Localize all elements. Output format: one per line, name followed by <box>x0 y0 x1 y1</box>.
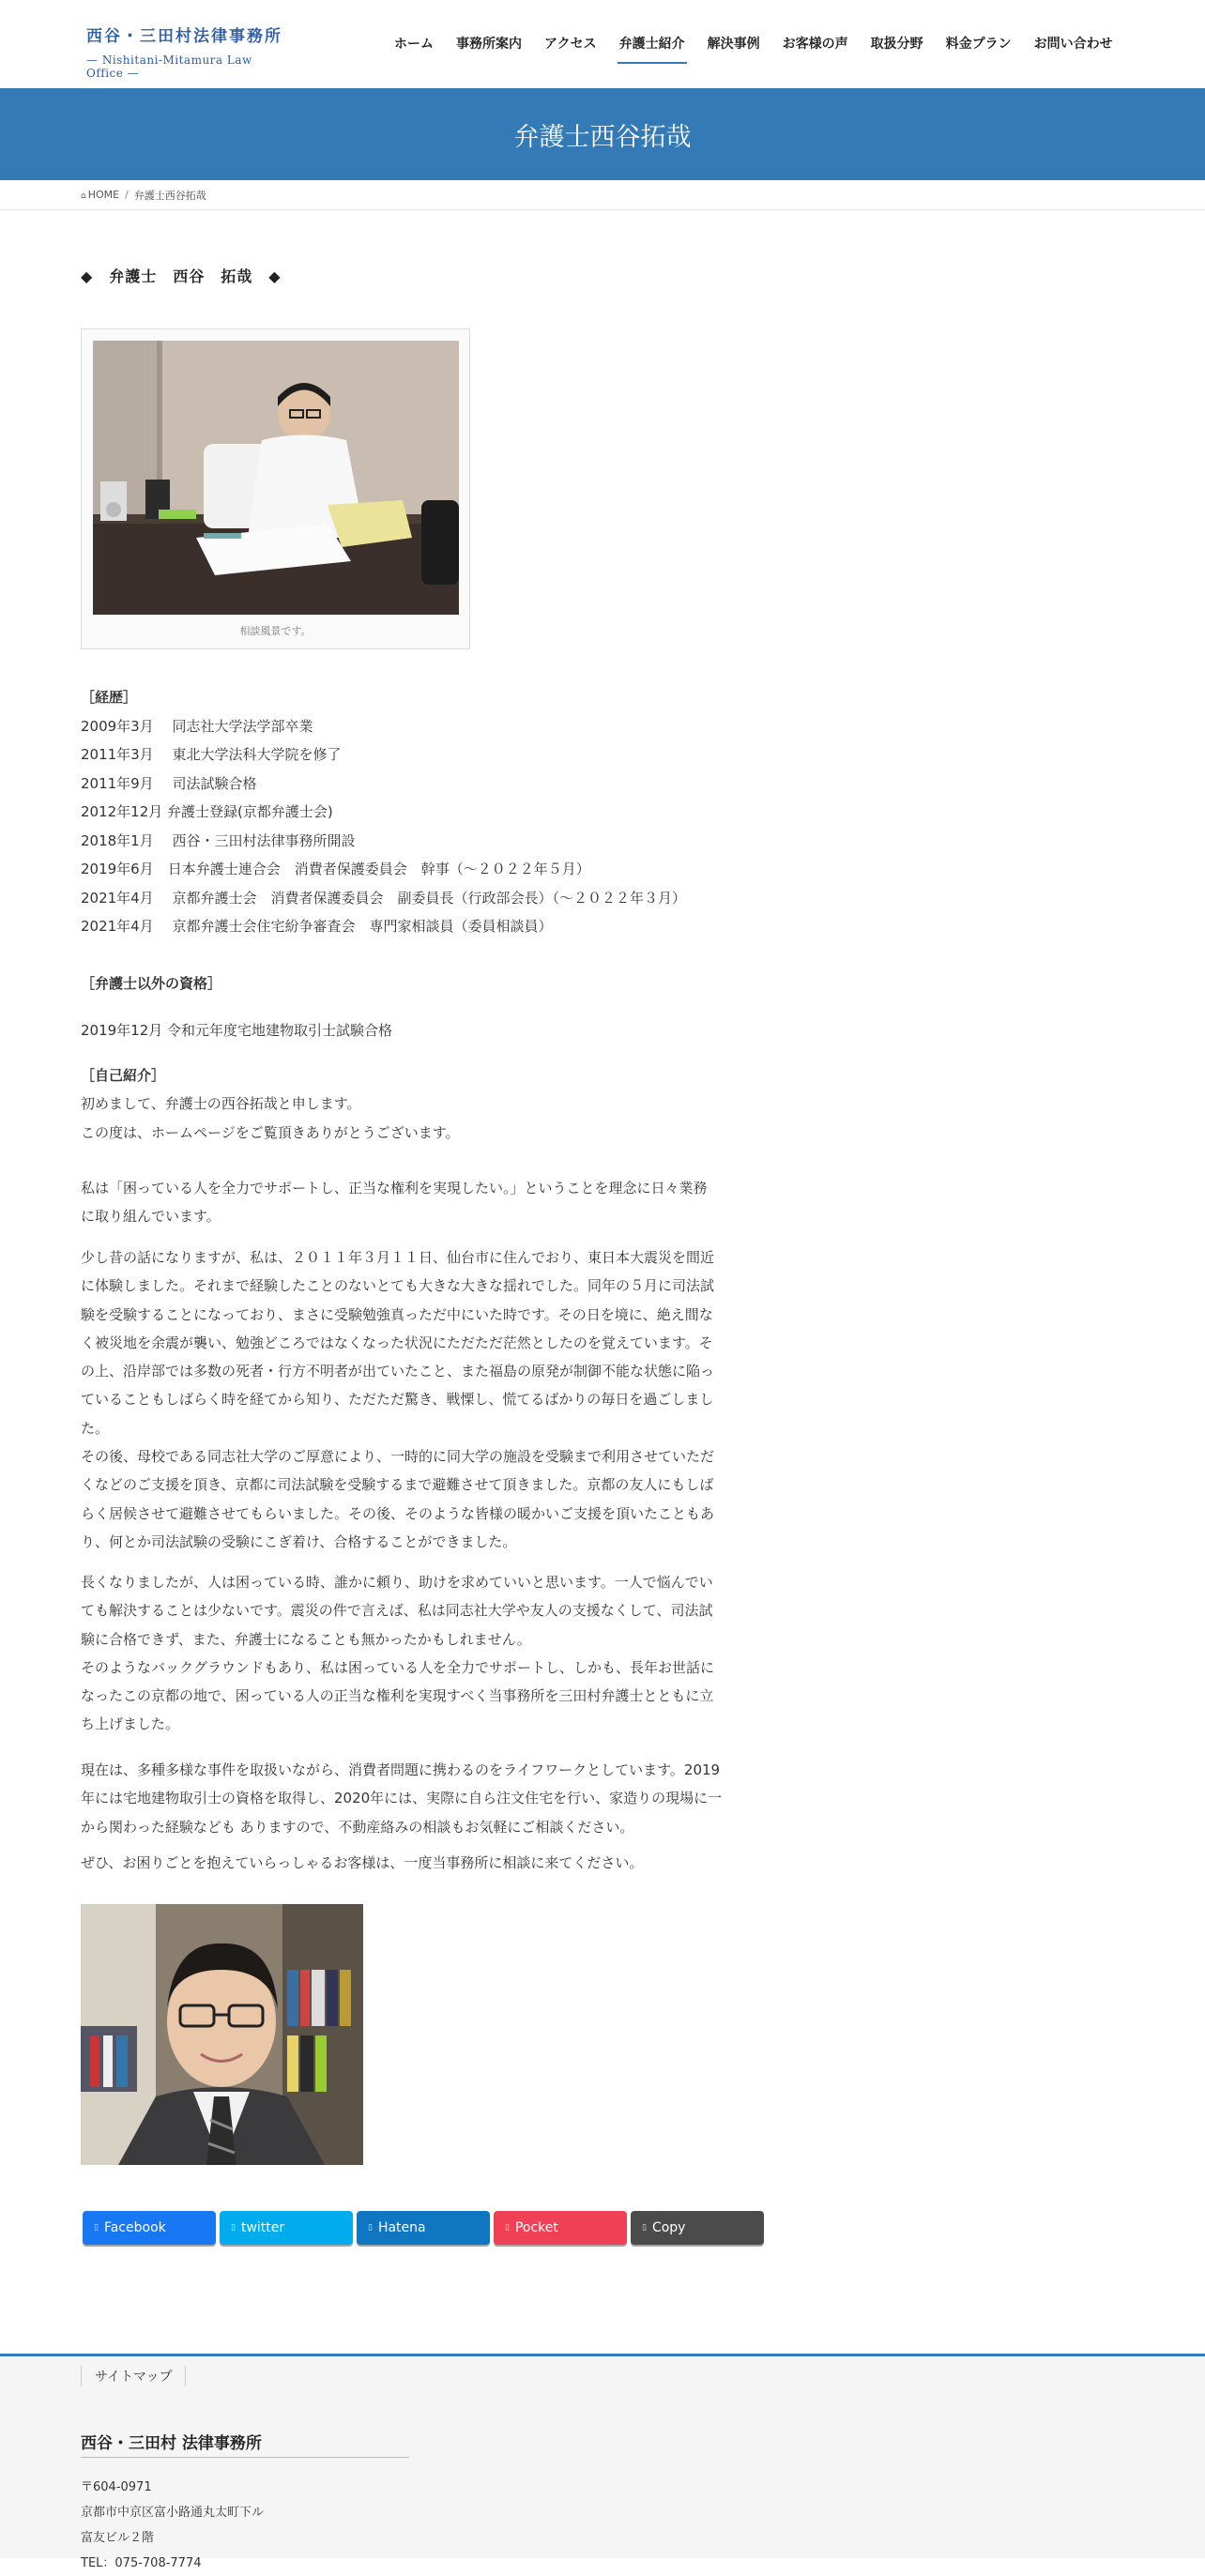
intro-line: らく居候させて避難させてもらいました。その後、そのような皆様の暖かいご支援を頂いたこともあ <box>81 1504 715 1522</box>
global-nav <box>383 28 1124 64</box>
intro-line: 長くなりましたが、人は困っている時、誰かに頼り、助けを求めていいと思います。一人で悩んでい <box>81 1574 713 1591</box>
intro-paragraph-4 <box>81 1568 766 1739</box>
twitter-icon: ▯ <box>231 2223 236 2233</box>
nav-cases[interactable]: 解決事例 <box>707 37 760 52</box>
intro-line: り、何とか司法試験の受験にこぎ着け、合格することができました。 <box>81 1532 517 1550</box>
intro-line: 私は「困っている人を全力でサポートし、正当な権利を実現したい。」ということを理念に日々業務 <box>81 1180 708 1197</box>
share-label: Hatena <box>377 2220 426 2235</box>
nav-testimonials[interactable]: お客様の声 <box>782 37 848 52</box>
footer-building: 富友ビル２階 <box>81 2531 155 2545</box>
photo-caption: 相談風景です。 <box>239 625 312 637</box>
share-buttons <box>83 2211 768 2245</box>
career-item: 2009年3月 同志社大学法学部卒業 <box>81 717 313 735</box>
footer-office-name: 西谷・三田村 法律事務所 <box>81 2434 262 2453</box>
footer-sitemap-link[interactable]: サイトマップ <box>81 2366 186 2386</box>
intro-line: から関わった経験なども ありますので、不動産絡みの相談もお気軽にご相談ください。 <box>81 1818 634 1836</box>
career-item: 2019年6月 日本弁護士連合会 消費者保護委員会 幹事（～２０２２年５月） <box>81 861 590 877</box>
consultation-photo <box>93 341 459 615</box>
nav-fees[interactable]: 料金プラン <box>945 37 1012 52</box>
nav-home[interactable]: ホーム <box>394 37 434 52</box>
logo-english: — Nishitani-Mitamura Law Office — <box>86 53 252 80</box>
intro-line: なったこの京都の地で、困っている人の正当な権利を実現すべく当事務所を三田村弁護士とともに立 <box>81 1687 714 1705</box>
intro-line: そのようなバックグラウンドもあり、私は困っている人を全力でサポートし、しかも、長年お世話に <box>81 1658 715 1676</box>
qualification-item: 2019年12月 令和元年度宅地建物取引士試験合格 <box>81 1022 393 1039</box>
facebook-icon: ▯ <box>94 2223 99 2233</box>
footer-address-line: 京都市中京区富小路通丸太町下ル <box>81 2506 265 2520</box>
share-copy-button[interactable] <box>631 2211 764 2245</box>
intro-section <box>81 1061 766 1147</box>
share-hatena-button[interactable] <box>357 2211 490 2245</box>
intro-line: の上、沿岸部では多数の死者・行方不明者が出ていたこと、また福島の原発が制御不能な状態に陥っ <box>81 1363 715 1380</box>
nav-practice-areas[interactable]: 取扱分野 <box>870 37 923 52</box>
intro-line: 現在は、多種多様な事件を取扱いながら、消費者問題に携わるのをライフワークとしています。2019 <box>81 1761 721 1778</box>
nav-contact[interactable]: お問い合わせ <box>1033 37 1113 52</box>
breadcrumb-home[interactable] <box>81 189 119 201</box>
intro-heading: ［自己紹介］ <box>81 1067 166 1084</box>
intro-paragraph-5 <box>81 1756 766 1841</box>
breadcrumb-current: 弁護士西谷拓哉 <box>133 189 206 202</box>
share-pocket-button[interactable] <box>494 2211 627 2245</box>
intro-line: 初めまして、弁護士の西谷拓哉と申します。 <box>81 1095 361 1113</box>
page-title: 弁護士西谷拓哉 <box>513 122 692 152</box>
site-logo[interactable] <box>86 23 293 80</box>
intro-line: ち上げました。 <box>81 1715 180 1733</box>
intro-line: 年には宅地建物取引士の資格を取得し、2020年には、実際に自ら注文住宅を行い、家造りの現場に一 <box>81 1790 723 1807</box>
career-item: 2021年4月 京都弁護士会住宅紛争審査会 専門家相談員（委員相談員） <box>81 918 553 935</box>
site-footer <box>0 2354 1205 2570</box>
site-header <box>0 0 1205 88</box>
home-icon: ⌂ <box>81 191 86 201</box>
portrait-photo <box>81 1904 363 2165</box>
intro-closing: ぜひ、お困りごとを抱えていらっしゃるお客様は、一度当事務所に相談に来てください。 <box>81 1854 644 1871</box>
breadcrumb <box>0 180 1205 210</box>
career-heading: ［経歴］ <box>81 689 138 706</box>
intro-line: その後、母校である同志社大学のご厚意により、一時的に同大学の施設を受験まで利用させていただ <box>81 1448 715 1466</box>
copy-icon: ▯ <box>642 2223 647 2233</box>
career-item: 2011年9月 司法試験合格 <box>81 774 257 792</box>
career-item: 2018年1月 西谷・三田村法律事務所開設 <box>81 831 356 849</box>
intro-paragraph-2 <box>81 1174 766 1231</box>
intro-line: くなどのご支援を頂き、京都に司法試験を受験するまで避難させて頂きました。京都の友人にもしば <box>81 1476 714 1494</box>
intro-line: た。 <box>81 1419 110 1437</box>
intro-line: に取り組んでいます。 <box>81 1208 221 1226</box>
career-item: 2021年4月 京都弁護士会 消費者保護委員会 副委員長（行政部会長）（～２０２２年３月） <box>81 889 686 907</box>
intro-line: ても解決することは少ないです。震災の件で言えば、私は同志社大学や友人の支援なくして、司法試 <box>81 1602 713 1620</box>
nav-access[interactable]: アクセス <box>544 37 597 52</box>
footer-divider <box>81 2457 409 2458</box>
share-label: Pocket <box>514 2220 558 2235</box>
nav-lawyers[interactable]: 弁護士紹介 <box>608 28 696 64</box>
intro-line: 少し昔の話になりますが、私は、２０１１年３月１１日、仙台市に住んでおり、東日本大震災を間近 <box>81 1249 715 1266</box>
page-title-band <box>0 88 1205 180</box>
share-label: Facebook <box>103 2220 166 2235</box>
footer-postal-code: 〒604-0971 <box>81 2480 152 2494</box>
breadcrumb-separator: / <box>125 189 129 201</box>
intro-line: く被災地を余震が襲い、勉強どころではなくなった状況にただただ茫然としたのを覚えています。そ <box>81 1334 713 1351</box>
share-label: Copy <box>651 2220 686 2235</box>
qualifications-heading: ［弁護士以外の資格］ <box>81 975 222 992</box>
career-section <box>81 683 794 941</box>
footer-phone: TEL：075-708-7774 <box>81 2556 202 2570</box>
pocket-icon: ▯ <box>505 2223 510 2233</box>
lawyer-name-heading: ◆ 弁護士 西谷 拓哉 ◆ <box>81 267 282 285</box>
share-label: twitter <box>240 2220 285 2235</box>
nav-office-info[interactable]: 事務所案内 <box>456 37 522 52</box>
share-twitter-button[interactable] <box>220 2211 353 2245</box>
hatena-icon: ▯ <box>368 2223 373 2233</box>
intro-line: この度は、ホームページをご覧頂きありがとうございます。 <box>81 1123 460 1141</box>
logo-japanese: 西谷・三田村法律事務所 <box>86 27 282 46</box>
career-item: 2012年12月 弁護士登録(京都弁護士会) <box>81 803 333 820</box>
career-item: 2011年3月 東北大学法科大学院を修了 <box>81 746 342 763</box>
breadcrumb-home-label: HOME <box>87 189 120 201</box>
share-facebook-button[interactable] <box>83 2211 216 2245</box>
intro-line: 験に合格できず、また、弁護士になることも無かったかもしれません。 <box>81 1630 531 1648</box>
intro-line: に体験しました。それまで経験したことのないとても大きな大きな揺れでした。同年の５月に司法試 <box>81 1277 715 1295</box>
intro-line: 験を受験することになっており、まさに受験勉強真っただ中にいた時です。その日を境に、絶え間な <box>81 1305 713 1323</box>
intro-line: ていることもしばらく時を経てから知り、ただただ驚き、戦慄し、慌てるばかりの毎日を過ごしまし <box>81 1391 714 1409</box>
footer-address <box>81 2475 264 2576</box>
intro-paragraph-3 <box>81 1243 766 1556</box>
consultation-photo-figure <box>81 328 470 649</box>
